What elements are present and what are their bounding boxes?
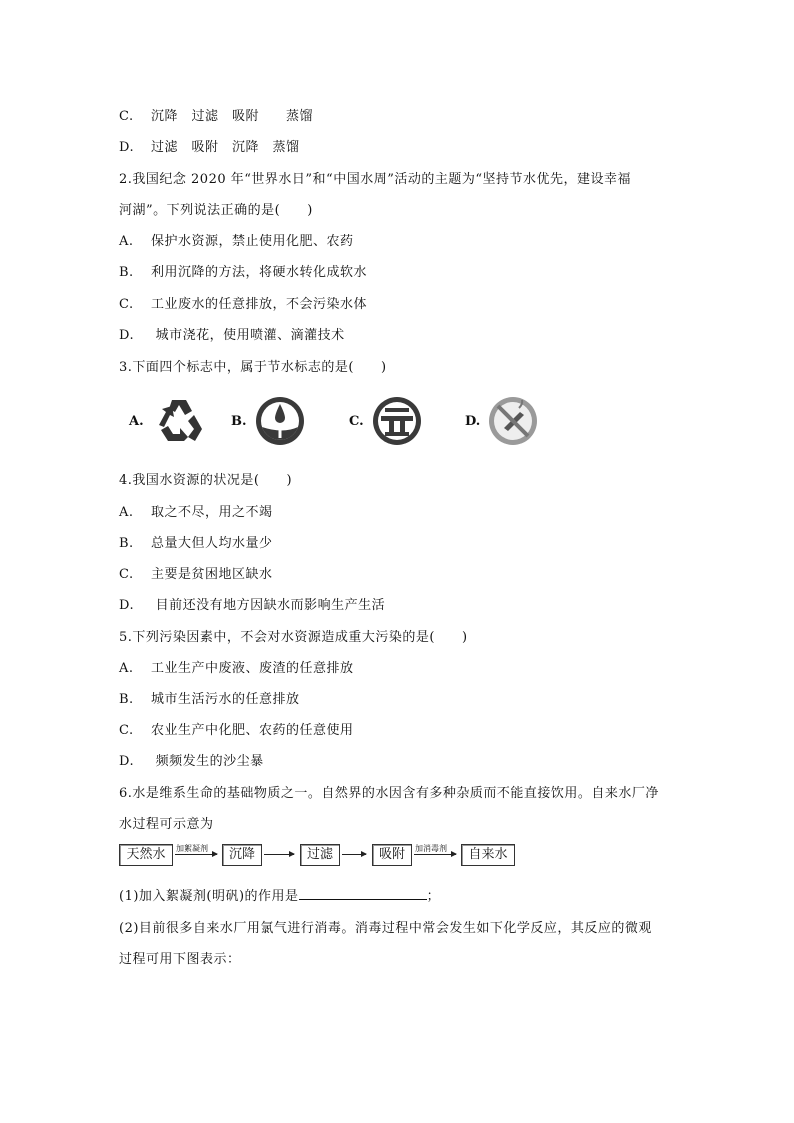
q1-option-d — [119, 136, 300, 155]
option-text: 城市浇花，使用喷灌、滴灌技术 — [151, 328, 345, 343]
recycle-icon — [150, 394, 208, 448]
no-smoking-icon — [486, 394, 540, 448]
answer-blank[interactable] — [299, 887, 427, 900]
option-text: 工业废水的任意排放，不会污染水体 — [151, 297, 368, 312]
q2-option-b — [119, 261, 367, 280]
option-letter: C. — [119, 567, 134, 582]
flow-arrow — [342, 854, 366, 855]
flow-arrow — [414, 854, 456, 855]
water-treatment-flow — [119, 844, 539, 868]
flow-arrow-label-flocculant: 加絮凝剂 — [176, 844, 208, 853]
q5-option-c — [119, 719, 354, 738]
option-letter: B. — [231, 413, 247, 429]
q2-option-a — [119, 230, 354, 249]
option-text: 过滤 吸附 沉降 蒸馏 — [151, 140, 300, 155]
option-letter: D. — [119, 140, 135, 155]
q6-sub2-line1: (2)目前很多自来水厂用氯气进行消毒。消毒过程中常会发生如下化学反应，其反应的微观 — [119, 921, 652, 936]
q1-option-c — [119, 105, 313, 124]
q6-sub1-prefix: (1)加入絮凝剂(明矾)的作用是 — [119, 889, 299, 904]
q2-stem-line1: 2.我国纪念 2020 年“世界水日”和“中国水周”活动的主题为“坚持节水优先，建设幸福 — [119, 172, 631, 187]
option-letter: C. — [349, 413, 364, 429]
option-letter: A. — [119, 505, 134, 520]
q6-stem-line2: 水过程可示意为 — [119, 817, 214, 832]
option-letter: C. — [119, 109, 134, 124]
flow-arrow-label-disinfectant: 加消毒剂 — [415, 844, 447, 853]
option-letter: A. — [119, 661, 134, 676]
q6-sub1 — [119, 885, 440, 904]
option-text: 总量大但人均水量少 — [151, 536, 273, 551]
flow-box-sedimentation: 沉降 — [222, 844, 262, 866]
q3-option-b — [231, 392, 307, 450]
option-letter: B. — [119, 265, 134, 280]
flow-box-tap-water: 自来水 — [461, 844, 515, 866]
q4-option-b — [119, 532, 273, 551]
option-text: 城市生活污水的任意排放 — [151, 692, 300, 707]
option-text: 沉降 过滤 吸附 蒸馏 — [151, 109, 314, 124]
option-text: 取之不尽，用之不竭 — [151, 505, 273, 520]
option-text: 保护水资源，禁止使用化肥、农药 — [151, 234, 354, 249]
q5-stem: 5.下列污染因素中，不会对水资源造成重大污染的是( ) — [119, 630, 468, 645]
q2-stem-line2: 河湖”。下列说法正确的是( ) — [119, 203, 313, 218]
q4-option-d — [119, 594, 385, 613]
flow-box-natural-water: 天然水 — [119, 844, 173, 866]
q3-stem: 3.下面四个标志中，属于节水标志的是( ) — [119, 360, 387, 375]
flow-box-adsorption: 吸附 — [372, 844, 412, 866]
circle-symbol-icon — [370, 394, 424, 448]
flow-arrow — [175, 854, 217, 855]
q3-icon-options — [119, 392, 579, 450]
option-letter: A. — [129, 413, 144, 429]
option-text: 目前还没有地方因缺水而影响生产生活 — [151, 598, 386, 613]
q6-sub1-suffix: ； — [426, 889, 441, 904]
option-letter: C. — [119, 723, 134, 738]
q2-option-d — [119, 324, 345, 343]
q4-option-c — [119, 563, 273, 582]
option-text: 利用沉降的方法，将硬水转化成软水 — [151, 265, 368, 280]
option-letter: D. — [119, 754, 135, 769]
option-text: 频频发生的沙尘暴 — [151, 754, 264, 769]
option-letter: B. — [119, 536, 134, 551]
flow-arrow — [264, 854, 294, 855]
flow-box-filtration: 过滤 — [300, 844, 340, 866]
option-letter: D. — [119, 598, 135, 613]
option-letter: B. — [119, 692, 134, 707]
option-letter: D. — [465, 413, 481, 429]
q5-option-b — [119, 688, 300, 707]
q2-option-c — [119, 293, 367, 312]
q6-stem-line1: 6.水是维系生命的基础物质之一。自然界的水因含有多种杂质而不能直接饮用。自来水厂净 — [119, 786, 659, 801]
q6-sub2-line2: 过程可用下图表示： — [119, 952, 241, 967]
option-letter: D. — [119, 328, 135, 343]
option-letter: A. — [119, 234, 134, 249]
q3-option-c — [349, 392, 424, 450]
option-text: 农业生产中化肥、农药的任意使用 — [151, 723, 354, 738]
q3-option-d — [465, 392, 540, 450]
option-text: 工业生产中废液、废渣的任意排放 — [151, 661, 354, 676]
water-saving-icon — [253, 394, 307, 448]
option-letter: C. — [119, 297, 134, 312]
q3-option-a — [129, 392, 208, 450]
option-text: 主要是贫困地区缺水 — [151, 567, 273, 582]
q4-stem: 4.我国水资源的状况是( ) — [119, 473, 293, 488]
q5-option-a — [119, 657, 354, 676]
q4-option-a — [119, 501, 273, 520]
q5-option-d — [119, 750, 264, 769]
